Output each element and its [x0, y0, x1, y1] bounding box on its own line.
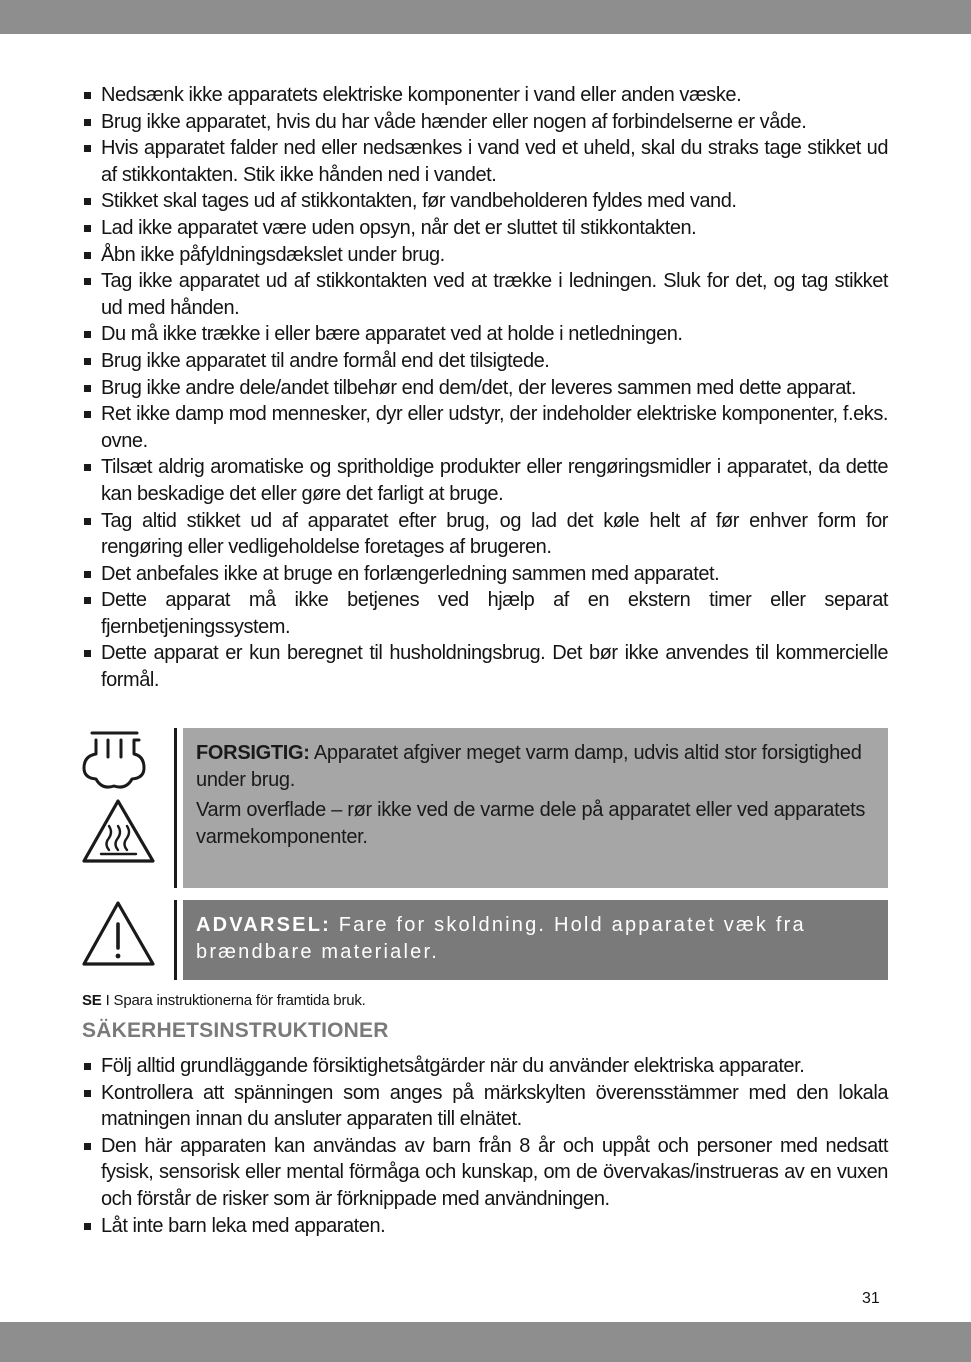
list-item: Tag altid stikket ud af apparatet efter brug, og lad det køle helt af før enhver form for rengøring eller vedligeholdelse foretages af brugeren.: [82, 508, 888, 561]
caution-text-1: [196, 740, 875, 794]
list-item: Ret ikke damp mod mennesker, dyr eller udstyr, der indeholder elektriske komponenter, f.eks. ovne.: [82, 401, 888, 454]
intro-text: Spara instruktionerna för framtida bruk.: [113, 992, 366, 1009]
language-code: SE: [82, 992, 102, 1009]
caution-block: [82, 728, 888, 888]
dk-safety-list: [82, 82, 888, 694]
list-item: Låt inte barn leka med apparaten.: [82, 1213, 888, 1240]
caution-label: FORSIGTIG:: [196, 742, 310, 764]
se-intro: [82, 992, 366, 1009]
list-item: Det anbefales ikke at bruge en forlængerledning sammen med apparatet.: [82, 561, 888, 588]
list-item: Kontrollera att spänningen som anges på märkskylten överensstämmer med den lokala matningen innan du ansluter apparaten till elnätet.: [82, 1080, 888, 1133]
hot-surface-icon: [82, 798, 156, 864]
list-item: Brug ikke andre dele/andet tilbehør end dem/det, der leveres sammen med dette apparat.: [82, 375, 888, 402]
steam-icon: [82, 730, 156, 794]
caution-message: Apparatet afgiver meget varm damp, udvis altid stor forsigtighed under brug.: [196, 742, 862, 791]
se-section-heading: SÄKERHETSINSTRUKTIONER: [82, 1019, 389, 1042]
bottom-bar: [0, 1322, 971, 1362]
top-bar: [0, 0, 971, 34]
se-safety-list: [82, 1053, 888, 1239]
list-item: Tag ikke apparatet ud af stikkontakten ved at trække i ledningen. Sluk for det, og tag stikket ud med hånden.: [82, 268, 888, 321]
warning-box: [183, 900, 888, 980]
warning-label: ADVARSEL:: [196, 914, 331, 936]
list-item: Följ alltid grundläggande försiktighetsåtgärder när du använder elektriska apparater.: [82, 1053, 888, 1080]
page-number: 31: [862, 1290, 880, 1307]
caution-divider: [174, 728, 177, 888]
list-item: Den här apparaten kan användas av barn från 8 år och uppåt och personer med nedsatt fysisk, sensorisk eller mental förmåga och kunskap, om de övervakas/instrueras av en vuxen och förstår de risker som är förknippade med användningen.: [82, 1133, 888, 1213]
list-item: Lad ikke apparatet være uden opsyn, når det er sluttet til stikkontakten.: [82, 215, 888, 242]
caution-box: [183, 728, 888, 888]
caution-text-2: Varm overflade – rør ikke ved de varme dele på apparatet eller ved apparatets varmekomponenter.: [196, 799, 866, 848]
list-item: Dette apparat er kun beregnet til husholdningsbrug. Det bør ikke anvendes til kommercielle formål.: [82, 640, 888, 693]
list-item: Du må ikke trække i eller bære apparatet ved at holde i netledningen.: [82, 321, 888, 348]
list-item: Åbn ikke påfyldningsdækslet under brug.: [82, 242, 888, 269]
list-item: Tilsæt aldrig aromatiske og spritholdige produkter eller rengøringsmidler i apparatet, da dette kan beskadige det eller gøre det farligt at bruge.: [82, 454, 888, 507]
list-item: Brug ikke apparatet til andre formål end det tilsigtede.: [82, 348, 888, 375]
list-item: Stikket skal tages ud af stikkontakten, før vandbeholderen fyldes med vand.: [82, 188, 888, 215]
list-item: Brug ikke apparatet, hvis du har våde hænder eller nogen af forbindelserne er våde.: [82, 109, 888, 136]
intro-separator: I: [101, 992, 114, 1009]
warning-triangle-icon: [82, 900, 156, 968]
list-item: Hvis apparatet falder ned eller nedsænkes i vand ved et uheld, skal du straks tage stikket ud af stikkontakten. Stik ikke hånden ned i vandet.: [82, 135, 888, 188]
warning-divider: [174, 900, 177, 980]
warning-message: Fare for skoldning. Hold apparatet væk fra brændbare materialer.: [196, 914, 806, 963]
warning-block: [82, 900, 888, 980]
list-item: Nedsænk ikke apparatets elektriske komponenter i vand eller anden væske.: [82, 82, 888, 109]
list-item: Dette apparat må ikke betjenes ved hjælp af en ekstern timer eller separat fjernbetjeningssystem.: [82, 587, 888, 640]
